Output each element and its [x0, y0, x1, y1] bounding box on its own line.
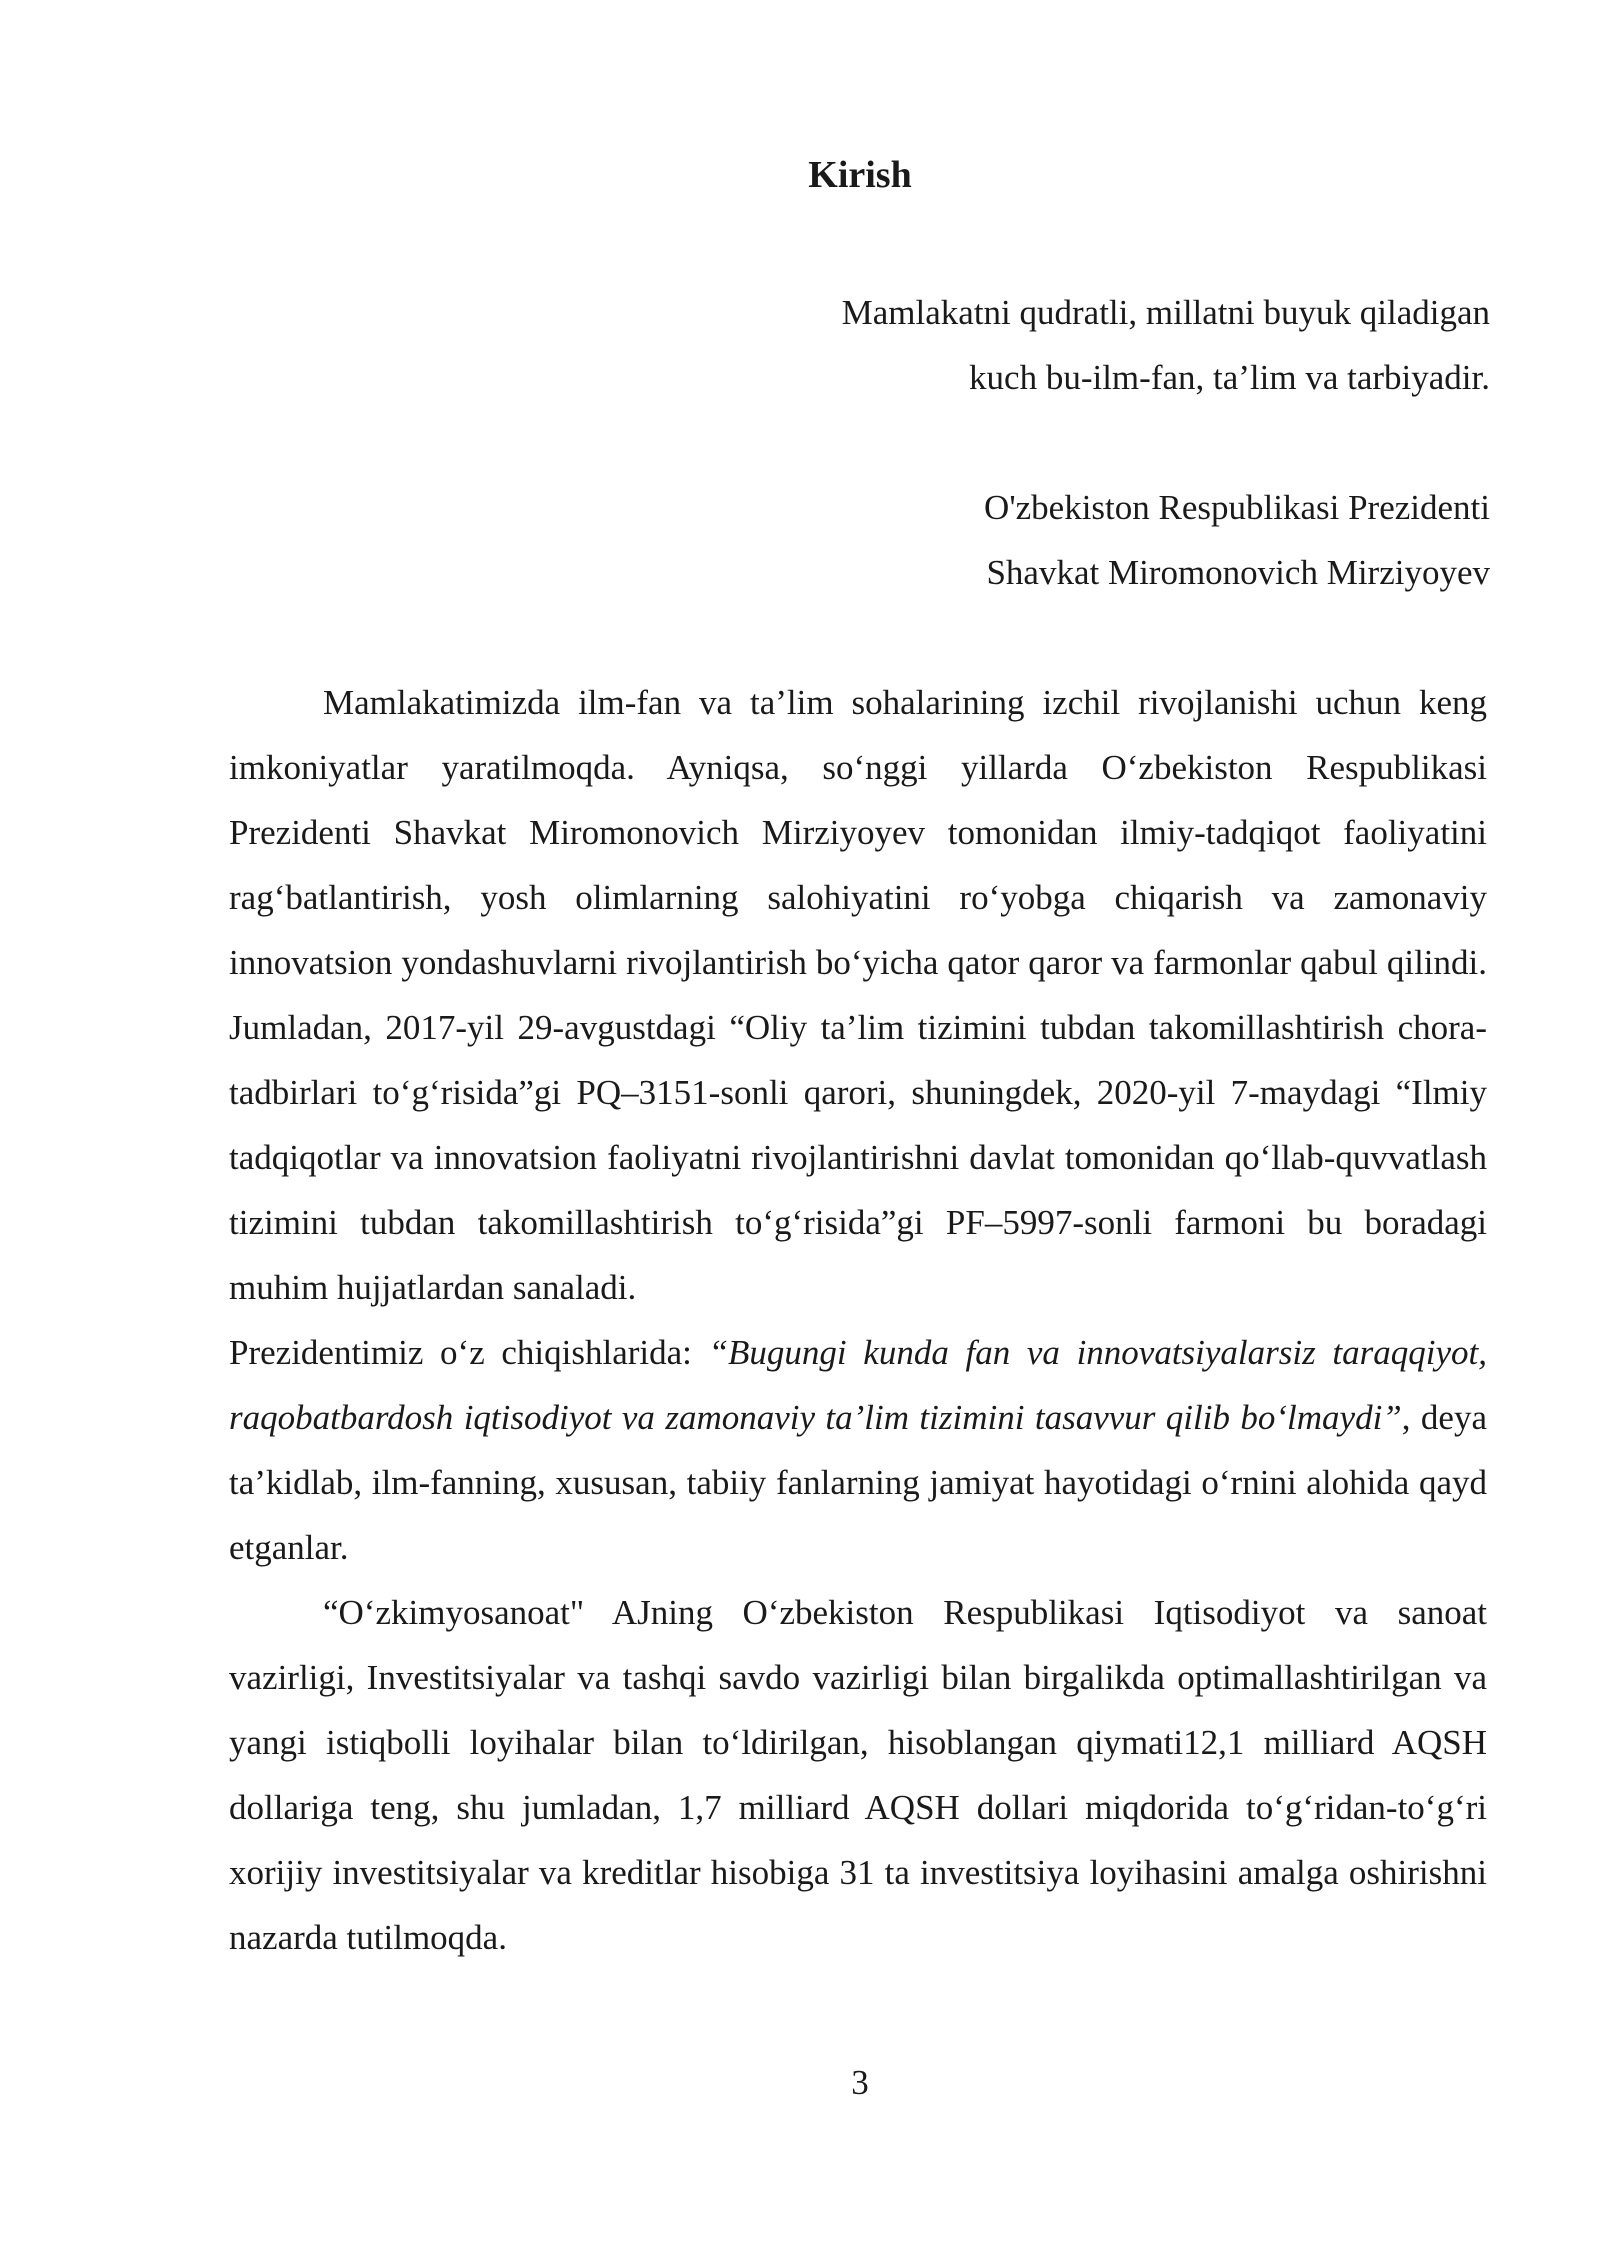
president-quote: “Bugungi kunda fan va innovatsiyalarsiz taraqqiyot, raqobatbardosh iqtisodiyot va zamonaviy ta’lim tizimini tasavvur qilib bo‘lmaydi”	[229, 1333, 1487, 1437]
page-number: 3	[851, 2063, 869, 2102]
page-title: Kirish	[808, 154, 912, 196]
attribution-line-1: O'zbekiston Respublikasi Prezidenti	[984, 488, 1490, 527]
paragraph-2	[229, 1320, 1487, 1580]
paragraph-1: Mamlakatimizda ilm-fan va ta’lim sohalarining izchil rivojlanishi uchun keng imkoniyatlar yaratilmoqda. Ayniqsa, so‘nggi yillarda O‘zbekiston Respublikasi Prezidenti Shavkat Miromonovich Mirziyoyev tomonidan ilmiy-tadqiqot faoliyatini rag‘batlantirish, yosh olimlarning salohiyatini ro‘yobga chiqarish va zamonaviy innovatsion yondashuvlarni rivojlantirish bo‘yicha qator qaror va farmonlar qabul qilindi. Jumladan, 2017-yil 29-avgustdagi “Oliy ta’lim tizimini tubdan takomillashtirish chora-tadbirlari to‘g‘risida”gi PQ–3151-sonli qarori, shuningdek, 2020-yil 7-maydagi “Ilmiy tadqiqotlar va innovatsion faoliyatni rivojlantirishni davlat tomonidan qo‘llab-quvvatlash tizimini tubdan takomillashtirish to‘g‘risida”gi PF–5997-sonli farmoni bu boradagi muhim hujjatlardan sanaladi.	[229, 683, 1487, 1307]
body-text	[229, 670, 1487, 1970]
epigraph-line-2: kuch bu-ilm-fan, ta’lim va tarbiyadir.	[969, 358, 1490, 397]
paragraph-3: “O‘zkimyosanoat" AJning O‘zbekiston Respublikasi Iqtisodiyot va sanoat vazirligi, Investitsiyalar va tashqi savdo vazirligi bilan birgalikda optimallashtirilgan va yangi istiqbolli loyihalar bilan to‘ldirilgan, hisoblangan qiymati12,1 milliard AQSH dollariga teng, shu jumladan, 1,7 milliard AQSH dollari miqdorida to‘g‘ridan-to‘g‘ri xorijiy investitsiyalar va kreditlar hisobiga 31 ta investitsiya loyihasini amalga oshirishni nazarda tutilmoqda.	[229, 1593, 1487, 1957]
paragraph-2-rest: , deya ta’kidlab, ilm-fanning, xususan, tabiiy fanlarning jamiyat hayotidagi o‘rnini alohida qayd etganlar.	[229, 1398, 1487, 1567]
paragraph-2-intro: Prezidentimiz o‘z chiqishlarida:	[229, 1333, 709, 1372]
attribution-line-2: Shavkat Miromonovich Mirziyoyev	[986, 553, 1490, 592]
epigraph-line-1: Mamlakatni qudratli, millatni buyuk qiladigan	[841, 293, 1490, 332]
epigraph-attribution	[984, 475, 1490, 605]
epigraph	[842, 280, 1490, 410]
